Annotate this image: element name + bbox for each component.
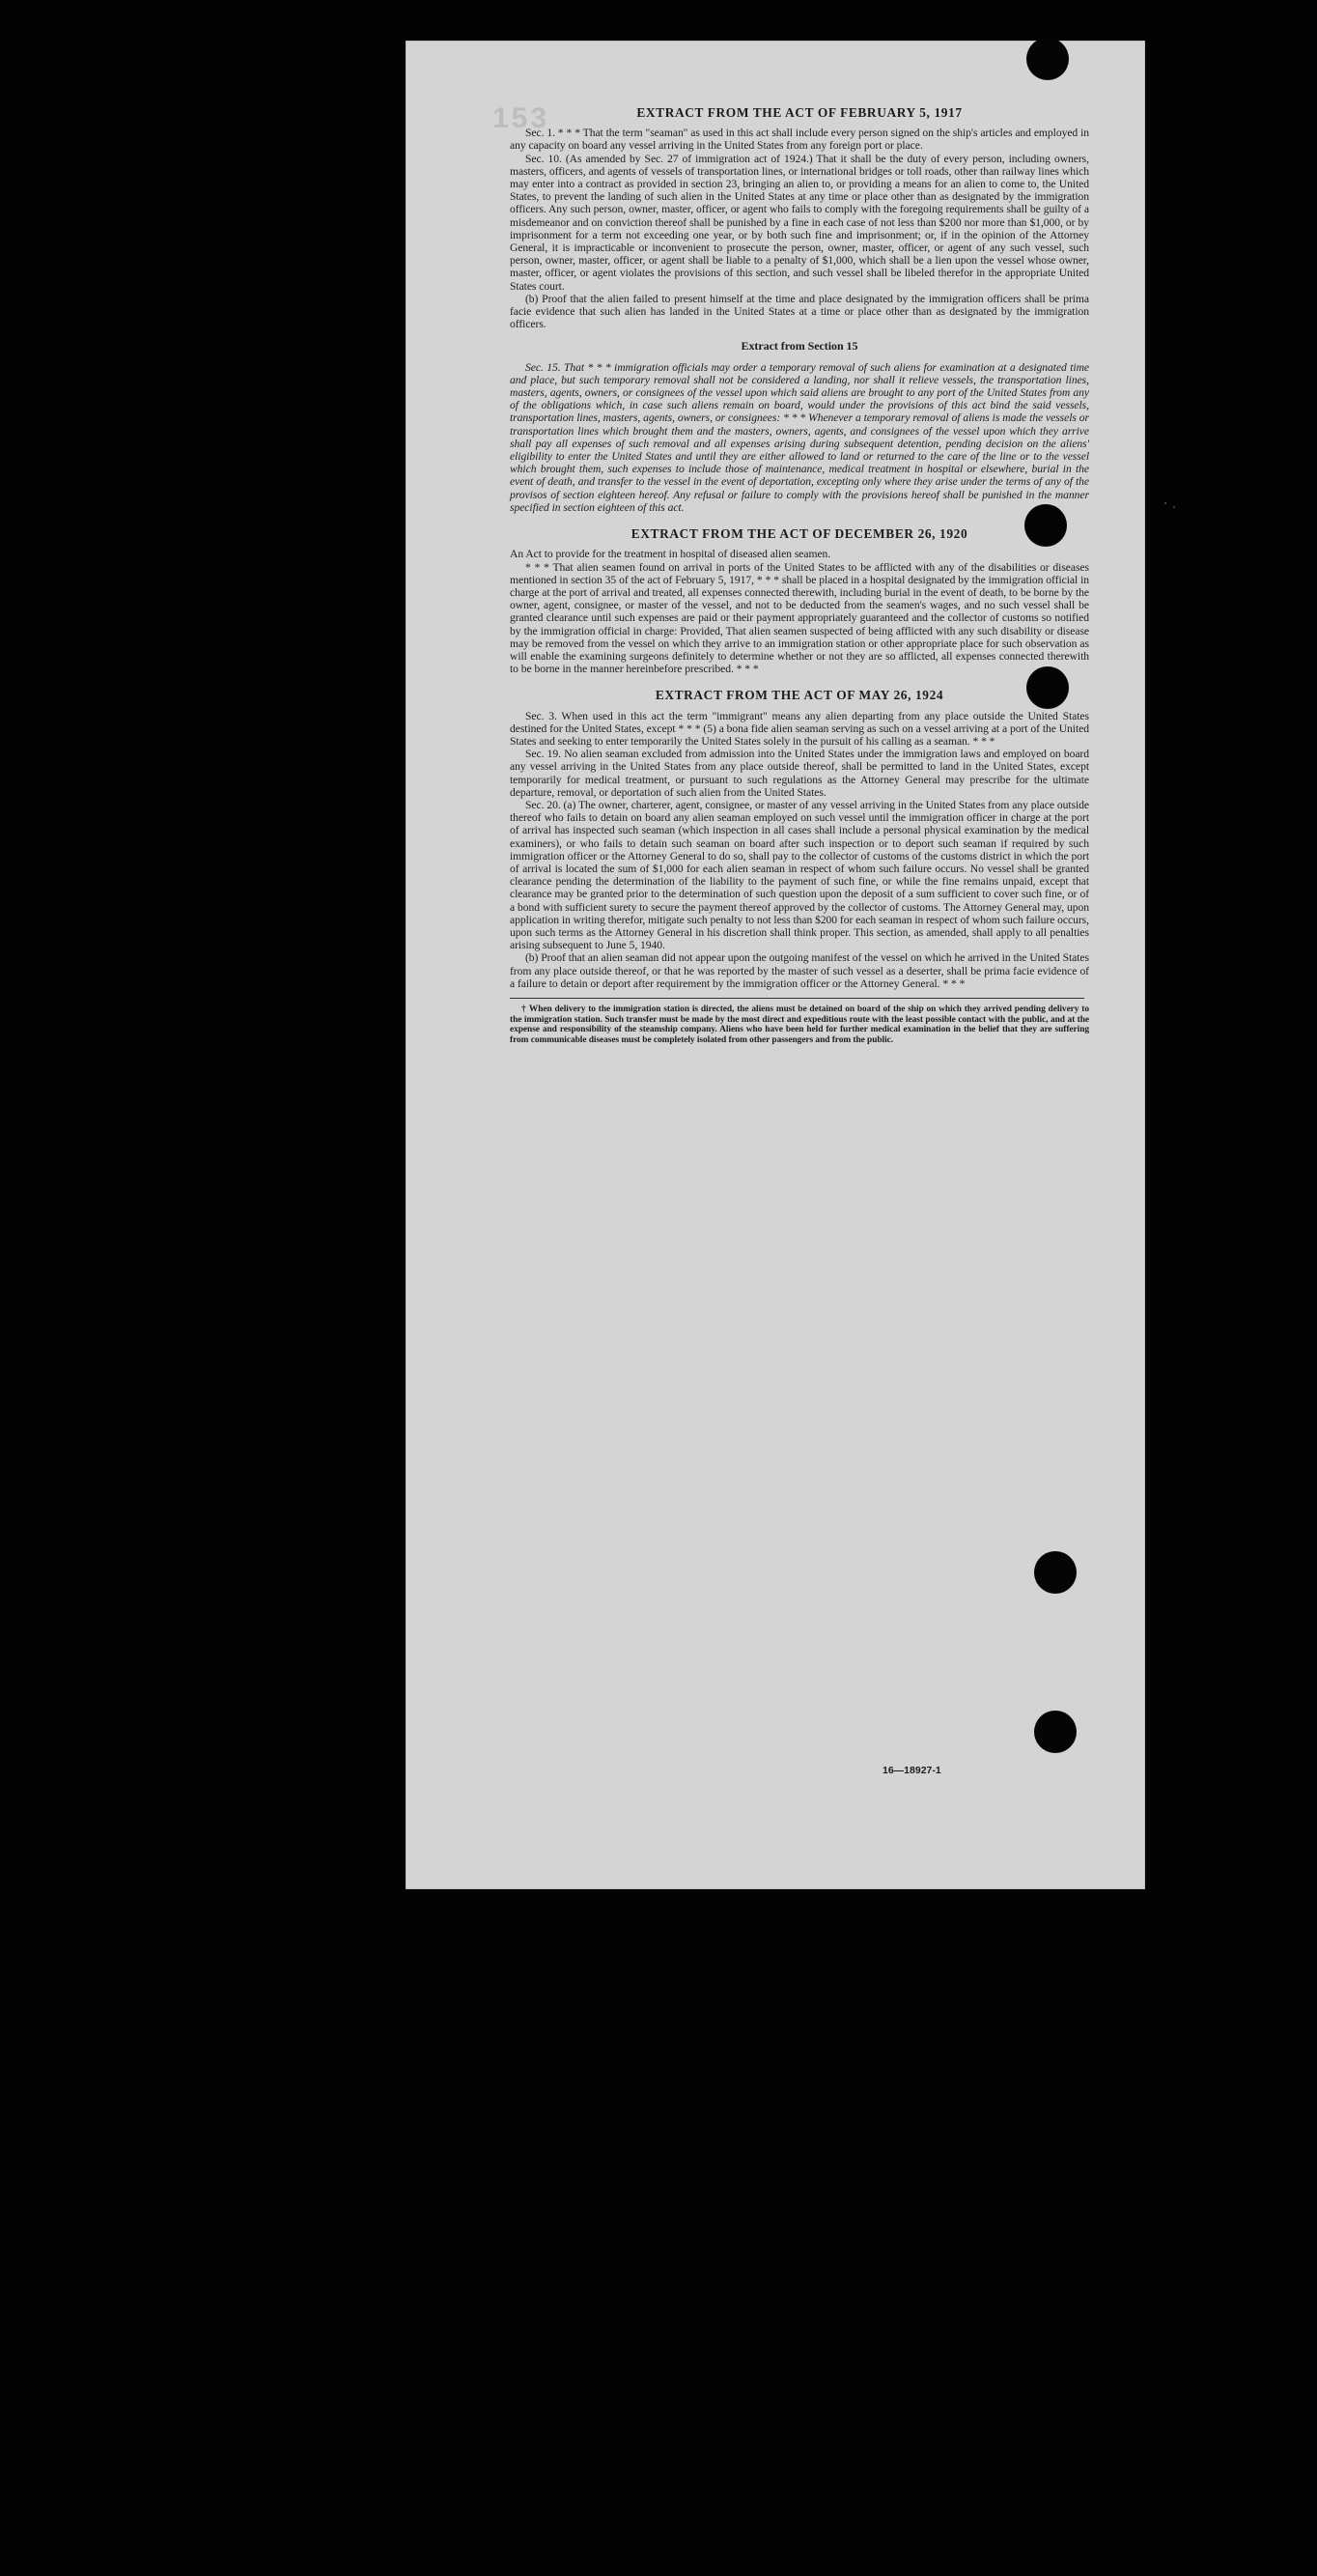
paragraph-sec-19: Sec. 19. No alien seaman excluded from admission into the United States under the immigration laws and employed on board any vessel arriving in the United States from any place outside thereof, shall be permitted to land in the United States, except temporarily for medical treatment, or pursuant to such regulations as the Attorney General may prescribe for the ultimate departure, removal, or deportation of such alien from the United States. [510,748,1089,799]
paragraph-act-title: An Act to provide for the treatment in hospital of diseased alien seamen. [510,548,831,561]
paragraph-hospital-treatment: * * * That alien seamen found on arrival in ports of the United States to be afflicted with any of the disabilities or diseases mentioned in section 35 of the act of February 5, 1917, * * * shall be placed in a hospital designated by the immigration official in charge at the port of arrival and treated, all expenses connected therewith, including burial in the event of death, to be borne by the owner, agent, consignee, or master of the vessel, and not to be deducted from the seamen's wages, and no such vessel shall be granted clearance until such expenses are paid or their payment appropriately guaranteed and the collector of customs so notified by the immigration official in charge: Provided, That alien seamen suspected of being afflicted with any such disability or disease may be removed from the vessel on which they arrive to an immigration station or other appropriate place for such observation as will enable the examining surgeons definitely to determine whether or not they are so afflicted, all expenses connected therewith to be borne in the manner hereinbefore prescribed. * * * [510,560,1089,676]
footnote: † When delivery to the immigration station is directed, the aliens must be detained on board of the ship on which they arrived pending delivery to the immigration station. Such transfer must be made by the most direct and expeditious route with the least possible contact with the public, and at the expense and responsibility of the steamship company. Aliens who have been held for further medical examination in the belief that they are suffering from communicable diseases must be completely isolated from other passengers and from the public. [510,1005,1089,1045]
dust-speck [1173,506,1175,508]
paragraph-sec-20b: (b) Proof that an alien seaman did not appear upon the outgoing manifest of the vessel on which he arrived in the United States from any place outside thereof, or that he was reported by the master of such vessel as a deserter, shall be prima facie evidence of a failure to detain or deport after requirement by the immigration officer or the Attorney General. * * * [510,951,1089,990]
section-subheading: Extract from Section 15 [741,339,858,354]
section-act-1920 [510,527,1089,675]
punch-hole [1026,666,1069,709]
form-number: 16—18927-1 [883,1765,941,1776]
section-act-1917 [510,106,1089,330]
punch-hole [1034,1711,1077,1753]
stamp-number: 153 [492,102,550,134]
dust-speck [1164,502,1166,504]
punch-hole [1034,1551,1077,1594]
section-heading: EXTRACT FROM THE ACT OF FEBRUARY 5, 1917 [636,105,963,120]
paragraph-sec-10b: (b) Proof that the alien failed to present himself at the time and place designated by the immigration officers shall be prima facie evidence that such alien has landed in the United States at a time or place other than as designated by the immigration officers. [510,292,1089,331]
section-act-1924 [510,689,1089,990]
punch-hole [1024,504,1067,547]
paragraph-sec-3: Sec. 3. When used in this act the term "immigrant" means any alien departing from any place outside the United States destined for the United States, except * * * (5) a bona fide alien seaman serving as such on a vessel arriving at a port of the United States and seeking to enter temporarily the United States solely in the pursuit of his calling as a seaman. * * * [510,709,1089,748]
section-heading: EXTRACT FROM THE ACT OF DECEMBER 26, 1920 [630,526,968,542]
paragraph-sec-20a: Sec. 20. (a) The owner, charterer, agent, consignee, or master of any vessel arriving in the United States from any place outside thereof who fails to detain on board any alien seaman employed on such vessel until the immigration officer in charge at the port of arrival has inspected such seaman (which inspection in all cases shall include a personal physical examination by the medical examiners), or who fails to detain such seaman on board after such inspection or to deport such seaman if required by such immigration officer or the Attorney General to do so, shall pay to the collector of customs of the customs district in which the port of arrival is located the sum of $1,000 for each alien seaman in respect of whom such failure occurs. No vessel shall be granted clearance pending the determination of the liability to the payment of such fine, or while the fine remains unpaid, except that clearance may be granted prior to the determination of such question upon the deposit of a sum sufficient to cover such fine, or of a bond with sufficient surety to secure the payment thereof approved by the collector of customs. The Attorney General may, upon application in writing therefor, mitigate such penalty to not less than $200 for each seaman in respect of whom such failure occurs, upon such terms as the Attorney General in his discretion shall think proper. This section, as amended, shall apply to all penalties arising subsequent to June 5, 1940. [510,798,1089,952]
punch-hole [1026,38,1069,80]
section-heading: EXTRACT FROM THE ACT OF MAY 26, 1924 [655,688,944,703]
footnote-divider [510,998,1084,999]
paragraph-sec-1: Sec. 1. * * * That the term "seaman" as used in this act shall include every person signed on the ship's articles and employed in any capacity on board any vessel arriving in the United States from any foreign port or place. [510,127,1089,153]
paragraph-sec-15: Sec. 15. That * * * immigration officials may order a temporary removal of such aliens for examination at a designated time and place, but such temporary removal shall not be considered a landing, nor shall it relieve vessels, the transportation lines, masters, agents, owners, or consignees of the vessel upon which said aliens are brought to any port of the United States from any of the obligations which, in case such aliens remain on board, would under the provisions of this act bind the said vessels, transportation lines, masters, agents, owners, or consignees: * * * Whenever a temporary removal of aliens is made the vessels or transportation lines which brought them and the masters, owners, agents, and consignees of the vessel upon which they arrive shall pay all expenses of such removal and all expenses arising during subsequent detention, pending decision on the aliens' eligibility to enter the United States and until they are either allowed to land or returned to the care of the line or to the vessel which brought them, such expenses to include those of maintenance, medical treatment in hospital or elsewhere, burial in the event of death, and transfer to the vessel in the event of deportation, excepting only where they arise under the terms of any of the provisos of section eighteen hereof. Any refusal or failure to comply with the provisions hereof shall be punished in the manner specified in section eighteen of this act. [510,360,1089,514]
section-extract-15 [510,340,1089,514]
document-page [406,41,1145,1889]
paragraph-sec-10: Sec. 10. (As amended by Sec. 27 of immigration act of 1924.) That it shall be the duty of every person, including owners, masters, officers, and agents of vessels of transportation lines, or international bridges or toll roads, other than railway lines which may enter into a contract as provided in section 23, bringing an alien to, or providing a means for an alien to come to, the United States, to prevent the landing of such alien in the United States at any time or place other than as designated by the immigration officers. Any such person, owner, master, officer, or agent who fails to comply with the foregoing requirements shall be guilty of a misdemeanor and on conviction thereof shall be punished by a fine in each case of not less than $200 nor more than $1,000, or by imprisonment for a term not exceeding one year, or by both such fine and imprisonment; or, if in the opinion of the Attorney General, it is impracticable or inconvenient to prosecute the person, owner, master, officer, or agent of any such vessel, such person, owner, master, officer, or agent shall be liable to a penalty of $1,000, which shall be a lien upon the vessel whose owner, master, officer, or agent violates the provisions of this section, and such vessel shall be libeled therefor in the appropriate United States court. [510,152,1089,293]
page-content [510,106,1089,1045]
